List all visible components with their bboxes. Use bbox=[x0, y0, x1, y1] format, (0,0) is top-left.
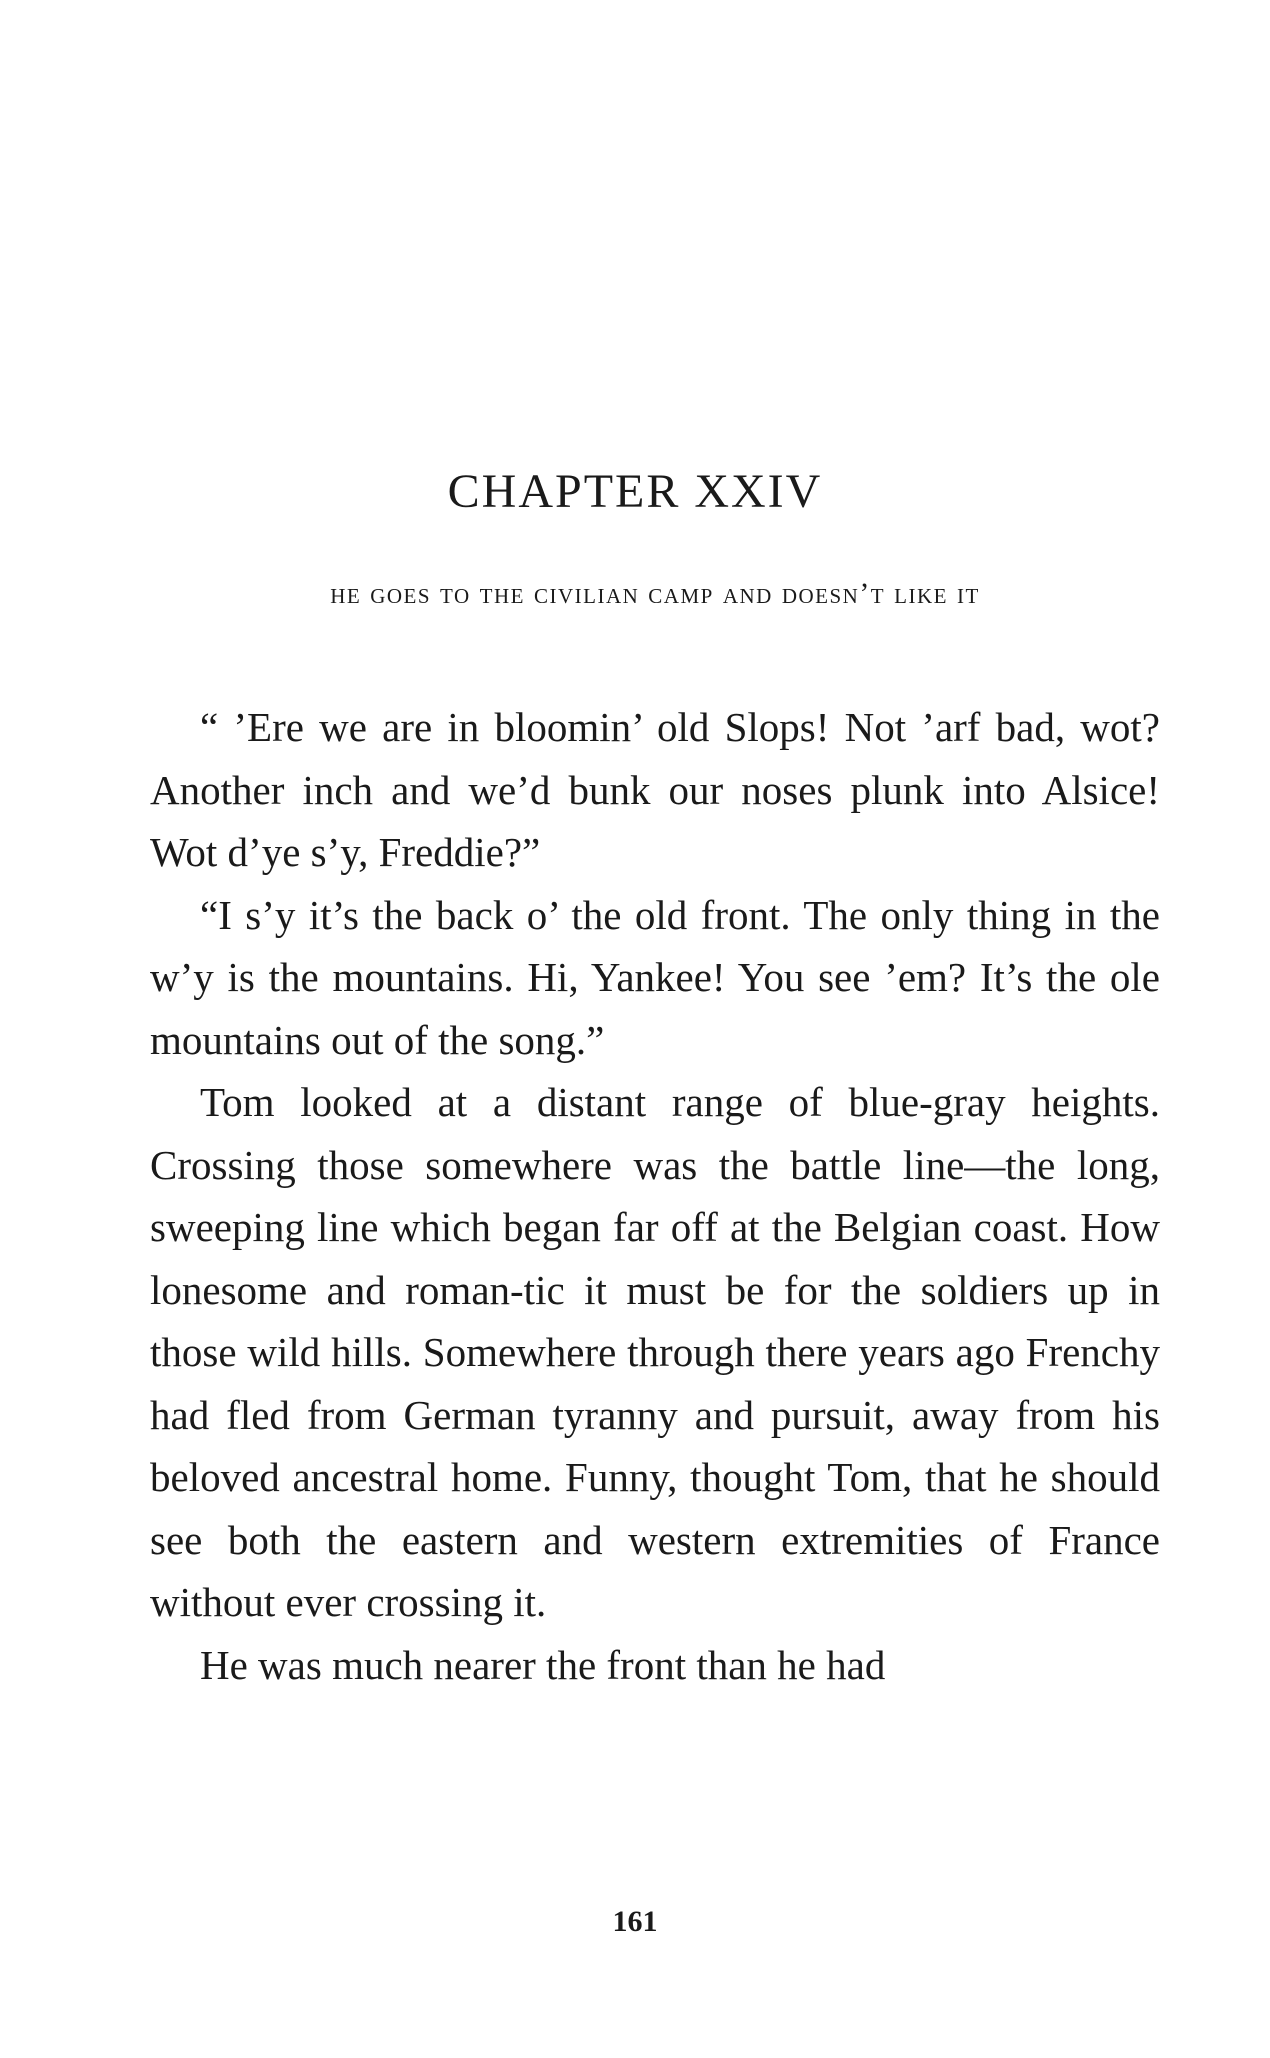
paragraph-1: “ ’Ere we are in bloomin’ old Slops! Not ’arf bad, wot? Another inch and we’d bunk our noses plunk into Alsice! Wot d’ye s’y, Freddie?” bbox=[150, 704, 1160, 875]
paragraph-2: “I s’y it’s the back o’ the old front. The only thing in the w’y is the mountains. Hi, Yankee! You see ’em? It’s the ole mountains out of the song.” bbox=[150, 891, 1160, 1063]
paragraph-3: Tom looked at a distant range of blue-gray heights. Crossing those somewhere was the battle line—the long, sweeping line which began far off at the Belgian coast. How lonesome and roman-tic it must be for the soldiers up in those wild hills. Somewhere through there years ago Frenchy had fled from German tyranny and pursuit, away from his beloved ancestral home. Funny, thought Tom, that he should see both the eastern and western extremities of France without ever crossing it. bbox=[150, 1079, 1160, 1625]
body-text bbox=[150, 696, 1160, 1696]
chapter-subtitle: he goes to the civilian camp and doesn’t like it bbox=[330, 577, 980, 610]
page-number: 161 bbox=[612, 1905, 658, 1938]
chapter-title: CHAPTER XXIV bbox=[447, 465, 823, 518]
paragraph-4: He was much nearer the front than he had bbox=[200, 1641, 886, 1688]
